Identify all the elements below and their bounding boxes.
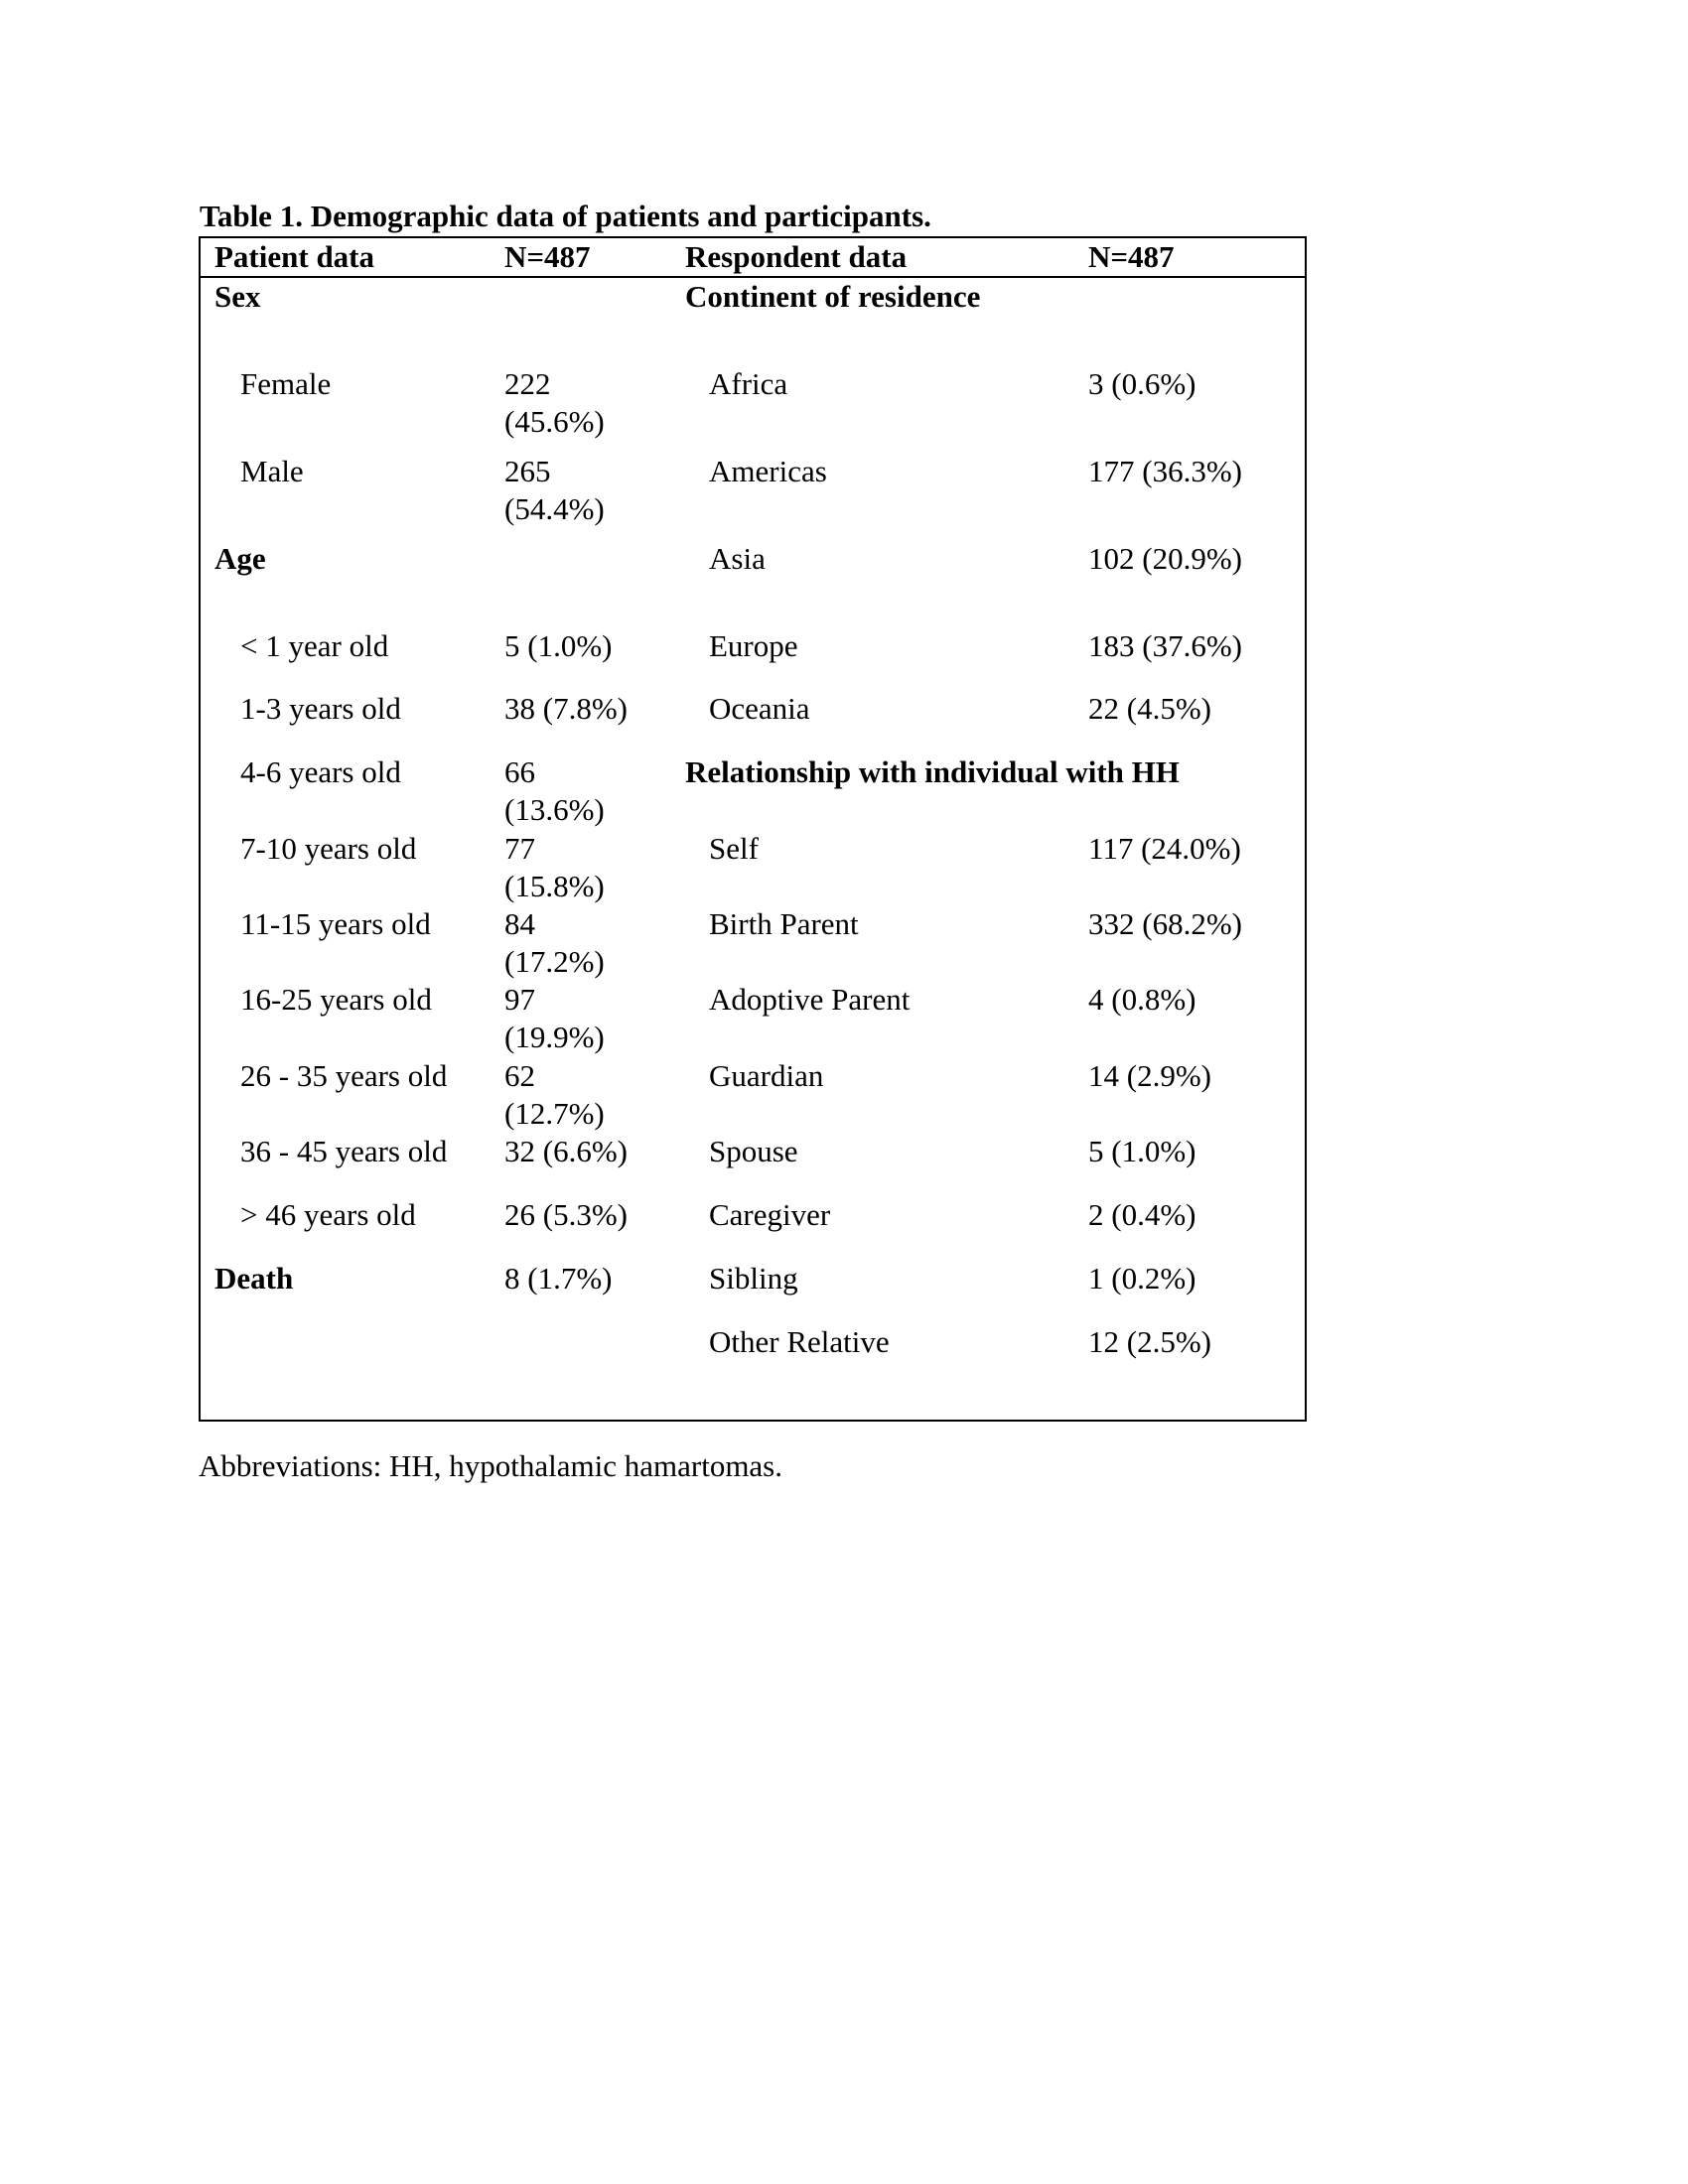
continent-row-label: Europe bbox=[709, 628, 798, 663]
age-row-label: 1-3 years old bbox=[240, 691, 401, 726]
row-value-male-percent: (54.4%) bbox=[504, 491, 605, 526]
age-row-percent: (13.6%) bbox=[504, 792, 605, 827]
age-row-value: 66 bbox=[504, 754, 535, 789]
header-patient-data: Patient data bbox=[214, 239, 375, 274]
section-heading-sex: Sex bbox=[214, 279, 261, 314]
header-respondent-data: Respondent data bbox=[685, 239, 908, 274]
row-label-female: Female bbox=[240, 366, 332, 401]
age-row-label: 36 - 45 years old bbox=[240, 1134, 448, 1168]
age-row-label: 16-25 years old bbox=[240, 982, 432, 1017]
age-row-label: 4-6 years old bbox=[240, 754, 401, 789]
relationship-row-value: 1 (0.2%) bbox=[1088, 1261, 1196, 1296]
continent-row-value: 102 (20.9%) bbox=[1088, 541, 1242, 576]
section-heading-age: Age bbox=[214, 541, 266, 576]
continent-row-label: Oceania bbox=[709, 691, 810, 726]
relationship-row-value: 2 (0.4%) bbox=[1088, 1197, 1196, 1232]
age-row-value: 38 (7.8%) bbox=[504, 691, 628, 726]
relationship-row-label: Adoptive Parent bbox=[709, 982, 911, 1017]
continent-row-label: Africa bbox=[709, 366, 788, 401]
continent-row-value: 177 (36.3%) bbox=[1088, 454, 1242, 488]
row-value-female-percent: (45.6%) bbox=[504, 404, 605, 439]
relationship-row-value: 4 (0.8%) bbox=[1088, 982, 1196, 1017]
age-row-value: 26 (5.3%) bbox=[504, 1197, 628, 1232]
relationship-row-value: 117 (24.0%) bbox=[1088, 831, 1241, 866]
continent-row-label: Asia bbox=[709, 541, 766, 576]
age-row-value: 62 bbox=[504, 1058, 535, 1093]
demographics-table bbox=[199, 236, 1307, 1422]
continent-row-value: 22 (4.5%) bbox=[1088, 691, 1211, 726]
relationship-row-label: Birth Parent bbox=[709, 906, 859, 941]
relationship-row-value: 14 (2.9%) bbox=[1088, 1058, 1211, 1093]
relationship-row-label: Self bbox=[709, 831, 759, 866]
relationship-row-value: 12 (2.5%) bbox=[1088, 1324, 1211, 1359]
relationship-row-label: Spouse bbox=[709, 1134, 798, 1168]
continent-row-value: 3 (0.6%) bbox=[1088, 366, 1196, 401]
row-label-death: Death bbox=[214, 1261, 294, 1296]
age-row-percent: (19.9%) bbox=[504, 1020, 605, 1054]
relationship-row-value: 332 (68.2%) bbox=[1088, 906, 1242, 941]
table-footnote: Abbreviations: HH, hypothalamic hamartomas. bbox=[199, 1448, 783, 1483]
age-row-value: 77 bbox=[504, 831, 535, 866]
relationship-row-value: 5 (1.0%) bbox=[1088, 1134, 1196, 1168]
table-caption: Table 1. Demographic data of patients and participants. bbox=[200, 199, 931, 233]
row-value-death: 8 (1.7%) bbox=[504, 1261, 613, 1296]
section-heading-relationship: Relationship with individual with HH bbox=[685, 754, 1180, 789]
age-row-label: 7-10 years old bbox=[240, 831, 417, 866]
row-value-female: 222 bbox=[504, 366, 551, 401]
age-row-label: 26 - 35 years old bbox=[240, 1058, 448, 1093]
age-row-label: < 1 year old bbox=[240, 628, 389, 663]
age-row-label: > 46 years old bbox=[240, 1197, 416, 1232]
continent-row-value: 183 (37.6%) bbox=[1088, 628, 1242, 663]
row-label-male: Male bbox=[240, 454, 304, 488]
age-row-value: 5 (1.0%) bbox=[504, 628, 613, 663]
age-row-percent: (17.2%) bbox=[504, 944, 605, 979]
relationship-row-label: Guardian bbox=[709, 1058, 824, 1093]
section-heading-continent: Continent of residence bbox=[685, 279, 981, 314]
continent-row-label: Americas bbox=[709, 454, 827, 488]
header-respondent-n: N=487 bbox=[1088, 239, 1175, 274]
age-row-label: 11-15 years old bbox=[240, 906, 431, 941]
age-row-percent: (12.7%) bbox=[504, 1096, 605, 1131]
row-value-male: 265 bbox=[504, 454, 551, 488]
age-row-value: 32 (6.6%) bbox=[504, 1134, 628, 1168]
relationship-row-label: Caregiver bbox=[709, 1197, 831, 1232]
relationship-row-label: Other Relative bbox=[709, 1324, 890, 1359]
age-row-value: 97 bbox=[504, 982, 535, 1017]
header-patient-n: N=487 bbox=[504, 239, 591, 274]
age-row-percent: (15.8%) bbox=[504, 869, 605, 903]
relationship-row-label: Sibling bbox=[709, 1261, 798, 1296]
age-row-value: 84 bbox=[504, 906, 535, 941]
